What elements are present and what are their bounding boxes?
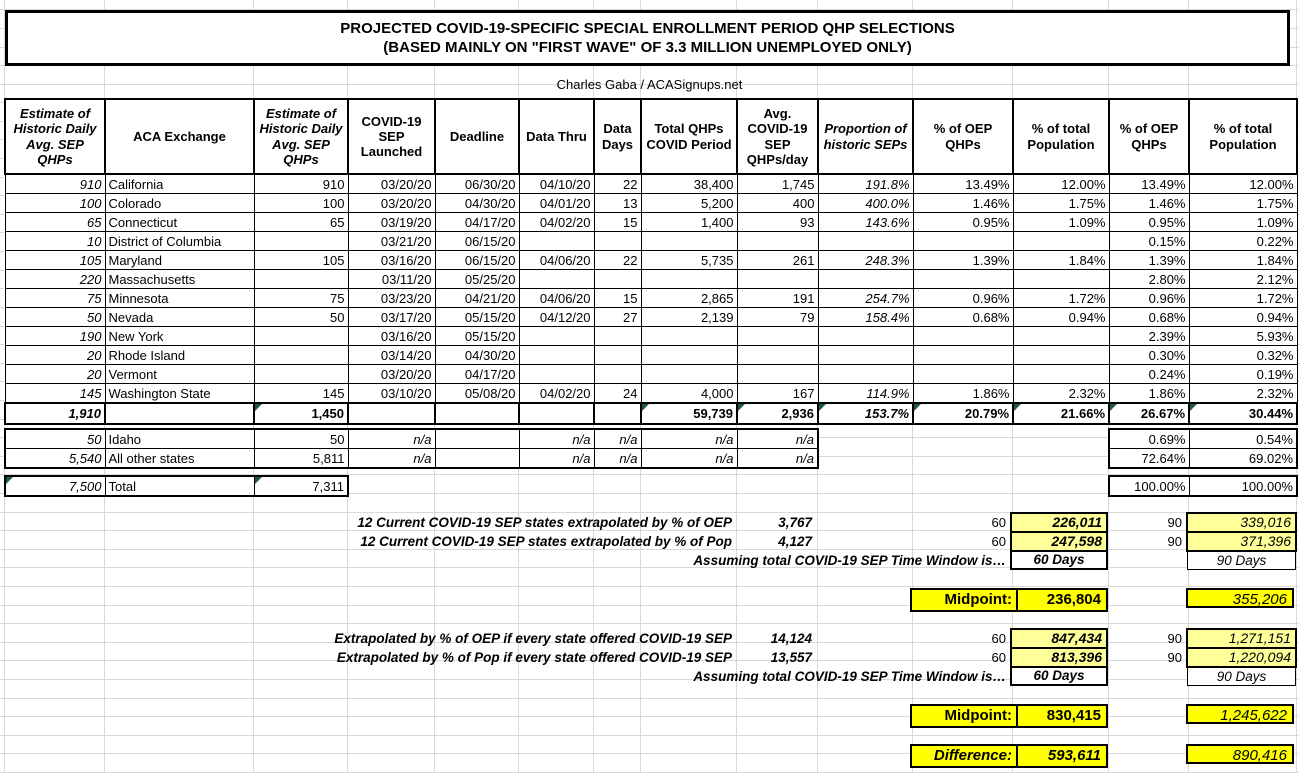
cell [594,270,641,289]
gridline [0,623,1299,624]
cell: 13.49% [913,174,1013,194]
col-header: Avg. COVID-19 SEP QHPs/day [737,99,818,174]
cell: 5,811 [254,449,348,469]
midpoint-value-90: 1,245,622 [1186,704,1294,724]
value-cell: 813,396 [1012,647,1106,666]
cell [641,346,737,365]
cell: 93 [737,213,818,232]
cell: 0.95% [1109,213,1189,232]
summary-label: Extrapolated by % of OEP if every state offered COVID-19 SEP [334,631,732,646]
midpoint-value-60: 830,415 [1046,707,1101,724]
cell: 03/14/20 [348,346,435,365]
cell: 04/10/20 [519,174,594,194]
cell [818,346,913,365]
cell [737,346,818,365]
cell: 7,500 [5,476,105,496]
cell: 03/17/20 [348,308,435,327]
cell: 910 [5,174,105,194]
cell: n/a [737,429,818,449]
cell: 2.39% [1109,327,1189,346]
cell [1013,270,1109,289]
cell: 2.12% [1189,270,1297,289]
state-rows [5,174,1297,403]
cell: 1.75% [1189,194,1297,213]
cell: New York [105,327,254,346]
cell: 79 [737,308,818,327]
cell: 50 [5,429,105,449]
cell [1013,327,1109,346]
midpoint-value-60: 236,804 [1046,591,1101,608]
cell: n/a [348,429,435,449]
cell: 220 [5,270,105,289]
cell: n/a [519,429,594,449]
days-60: 60 [991,650,1006,665]
cell: 5,540 [5,449,105,469]
cell: 03/16/20 [348,251,435,270]
cell [1013,232,1109,251]
cell: Maryland [105,251,254,270]
cell: 0.32% [1189,346,1297,365]
cell [254,270,348,289]
cell: 04/02/20 [519,213,594,232]
cell: 5.93% [1189,327,1297,346]
gridline [0,735,1299,736]
cell: 1.09% [1189,213,1297,232]
difference-value-60: 593,611 [1047,747,1101,764]
cell [737,270,818,289]
cell: 05/15/20 [435,308,519,327]
cell: 2,139 [641,308,737,327]
cell: 0.54% [1189,429,1297,449]
cell: 04/17/20 [435,213,519,232]
cell: 145 [5,384,105,404]
cell: 145 [254,384,348,404]
cell: 400 [737,194,818,213]
col-header: Total QHPs COVID Period [641,99,737,174]
cell: n/a [594,429,641,449]
cell: 04/02/20 [519,384,594,404]
cell: 03/21/20 [348,232,435,251]
cell: 0.68% [913,308,1013,327]
cell: 1.46% [913,194,1013,213]
cell: Washington State [105,384,254,404]
col-header: Estimate of Historic Daily Avg. SEP QHPs [254,99,348,174]
extrapolation-90-box [1186,628,1297,668]
cell: 72.64% [1109,449,1189,469]
cell: n/a [594,449,641,469]
cell: 04/21/20 [435,289,519,308]
cell: 190 [5,327,105,346]
cell: 1.75% [1013,194,1109,213]
col-header: Estimate of Historic Daily Avg. SEP QHPs [5,99,105,174]
cell: 65 [5,213,105,232]
cell: 0.96% [1109,289,1189,308]
cell: 400.0% [818,194,913,213]
title-line-2: (BASED MAINLY ON "FIRST WAVE" OF 3.3 MILLION UNEMPLOYED ONLY) [383,39,912,56]
byline: Charles Gaba / ACASignups.net [556,77,743,92]
cell [594,327,641,346]
col-header: % of OEP QHPs [1109,99,1189,174]
cell [641,365,737,384]
extrapolation-60-box [1010,628,1108,686]
cell [737,365,818,384]
cell: 0.96% [913,289,1013,308]
value-cell: 1,271,151 [1188,630,1295,647]
cell: Connecticut [105,213,254,232]
cell: 1,400 [641,213,737,232]
cell: 1,450 [254,403,348,424]
summary-value: 13,557 [770,650,812,665]
cell: Colorado [105,194,254,213]
cell: 21.66% [1013,403,1109,424]
cell: 06/30/20 [435,174,519,194]
cell [913,270,1013,289]
cell: 75 [5,289,105,308]
days-90: 90 [1167,534,1182,549]
cell: 03/19/20 [348,213,435,232]
difference-value-90: 890,416 [1186,744,1294,764]
cell: 2,936 [737,403,818,424]
cell [913,365,1013,384]
title-line-1: PROJECTED COVID-19-SPECIFIC SPECIAL ENROLLMENT PERIOD QHP SELECTIONS [340,20,955,37]
cell [1013,346,1109,365]
cell: 2.32% [1189,384,1297,404]
col-header: ACA Exchange [105,99,254,174]
cell: 20 [5,365,105,384]
cell: 27 [594,308,641,327]
cell: 910 [254,174,348,194]
cell: 06/15/20 [435,251,519,270]
cell: 30.44% [1189,403,1297,424]
cell: Massachusetts [105,270,254,289]
cell: All other states [105,449,254,469]
value-cell: 339,016 [1188,514,1295,531]
cell [254,365,348,384]
cell: 114.9% [818,384,913,404]
cell: 03/20/20 [348,365,435,384]
summary-value: 3,767 [778,515,812,530]
cell: 0.22% [1189,232,1297,251]
days-60: 60 [991,631,1006,646]
cell: 03/16/20 [348,327,435,346]
cell: 03/20/20 [348,194,435,213]
cell: 254.7% [818,289,913,308]
cell: 04/01/20 [519,194,594,213]
cell: 5,735 [641,251,737,270]
cell: 05/15/20 [435,327,519,346]
value-cell: 847,434 [1012,630,1106,647]
gridline [0,586,1299,587]
cell: 0.94% [1013,308,1109,327]
cell [594,232,641,251]
cell: 04/30/20 [435,346,519,365]
summary-label: 12 Current COVID-19 SEP states extrapolated by % of OEP [357,515,732,530]
extra-states-pcts [1108,428,1298,469]
cell: 0.95% [913,213,1013,232]
cell: 191.8% [818,174,913,194]
cell: 1.84% [1013,251,1109,270]
cell: 04/30/20 [435,194,519,213]
cell [737,232,818,251]
cell: 04/06/20 [519,289,594,308]
cell [435,429,519,449]
grand-total-table [4,475,349,497]
col-header: Proportion of historic SEPs [818,99,913,174]
cell [818,270,913,289]
cell: 248.3% [818,251,913,270]
cell: 1.39% [1109,251,1189,270]
cell: 15 [594,213,641,232]
difference-label: Difference: [912,746,1018,766]
window-60-days: 60 Days [1012,666,1106,684]
cell: 191 [737,289,818,308]
gridline [0,698,1299,699]
cell [594,403,641,424]
days-60: 60 [991,534,1006,549]
cell: 5,200 [641,194,737,213]
cell: 105 [5,251,105,270]
cell: 22 [594,251,641,270]
cell: 100 [5,194,105,213]
midpoint-row [910,704,1108,728]
cell: 105 [254,251,348,270]
cell: 100 [254,194,348,213]
cell [519,346,594,365]
cell [818,365,913,384]
cell: 158.4% [818,308,913,327]
cell: 04/12/20 [519,308,594,327]
midpoint-label: Midpoint: [912,590,1018,610]
cell: 100.00% [1109,476,1189,496]
cell [913,327,1013,346]
extra-states-table [4,428,819,469]
cell: 75 [254,289,348,308]
cell: 65 [254,213,348,232]
summary-value: 14,124 [770,631,812,646]
cell [435,449,519,469]
cell: 69.02% [1189,449,1297,469]
cell: n/a [348,449,435,469]
cell [594,365,641,384]
cell: 24 [594,384,641,404]
col-header: % of total Population [1189,99,1297,174]
cell [254,346,348,365]
cell: 03/11/20 [348,270,435,289]
col-header: % of OEP QHPs [913,99,1013,174]
cell [254,327,348,346]
extrapolation-60-box [1010,512,1108,570]
cell: 13.49% [1109,174,1189,194]
days-90: 90 [1167,631,1182,646]
cell: District of Columbia [105,232,254,251]
cell: 1.09% [1013,213,1109,232]
cell [519,270,594,289]
cell: 0.69% [1109,429,1189,449]
cell: 04/17/20 [435,365,519,384]
cell: 03/23/20 [348,289,435,308]
cell [641,327,737,346]
cell: 0.94% [1189,308,1297,327]
days-60: 60 [991,515,1006,530]
summary-label: Extrapolated by % of Pop if every state offered COVID-19 SEP [336,650,732,665]
cell [737,327,818,346]
cell: 0.15% [1109,232,1189,251]
cell [913,232,1013,251]
col-header: COVID-19 SEP Launched [348,99,435,174]
cell: n/a [519,449,594,469]
cell: Total [105,476,254,496]
cell [105,403,254,424]
cell: 1.84% [1189,251,1297,270]
cell [435,403,519,424]
summary-label: 12 Current COVID-19 SEP states extrapolated by % of Pop [360,534,732,549]
midpoint-value-90: 355,206 [1186,588,1294,608]
title-box [5,10,1290,66]
cell: 03/10/20 [348,384,435,404]
cell [254,232,348,251]
cell: 167 [737,384,818,404]
value-cell: 1,220,094 [1188,647,1295,666]
cell: 06/15/20 [435,232,519,251]
cell: 20.79% [913,403,1013,424]
cell [641,270,737,289]
cell [818,327,913,346]
cell: n/a [737,449,818,469]
cell: 50 [254,308,348,327]
cell: n/a [641,429,737,449]
days-90: 90 [1167,515,1182,530]
cell: 50 [5,308,105,327]
cell: 20 [5,346,105,365]
cell: 153.7% [818,403,913,424]
cell: 0.19% [1189,365,1297,384]
cell [348,403,435,424]
cell: 2,865 [641,289,737,308]
cell: 2.32% [1013,384,1109,404]
value-cell: 371,396 [1188,531,1295,550]
window-60-days: 60 Days [1012,550,1106,568]
cell: 0.24% [1109,365,1189,384]
cell: n/a [641,449,737,469]
days-90: 90 [1167,650,1182,665]
cell: Rhode Island [105,346,254,365]
value-cell: 226,011 [1012,514,1106,531]
cell: 04/06/20 [519,251,594,270]
cell: Minnesota [105,289,254,308]
cell: 15 [594,289,641,308]
col-header: % of total Population [1013,99,1109,174]
value-cell: 247,598 [1012,531,1106,550]
cell: 12.00% [1013,174,1109,194]
difference-row [910,744,1108,768]
cell: 05/25/20 [435,270,519,289]
cell: Vermont [105,365,254,384]
window-label: Assuming total COVID-19 SEP Time Window is… [693,669,1006,684]
cell: 12.00% [1189,174,1297,194]
cell: Nevada [105,308,254,327]
cell: 13 [594,194,641,213]
cell: 100.00% [1189,476,1297,496]
cell [913,346,1013,365]
cell: California [105,174,254,194]
cell [519,232,594,251]
cell: 0.68% [1109,308,1189,327]
totals-row [5,403,1297,424]
cell: 1.86% [913,384,1013,404]
cell: 38,400 [641,174,737,194]
cell: 05/08/20 [435,384,519,404]
cell: 03/20/20 [348,174,435,194]
cell: 10 [5,232,105,251]
grand-total-pcts [1108,475,1298,497]
cell: 1,910 [5,403,105,424]
col-header: Data Thru [519,99,594,174]
cell: 1.46% [1109,194,1189,213]
cell: 1.86% [1109,384,1189,404]
cell [1013,365,1109,384]
cell [818,232,913,251]
extrapolation-90-box [1186,512,1297,552]
cell: 1.72% [1013,289,1109,308]
cell: 1.39% [913,251,1013,270]
cell [594,346,641,365]
window-label: Assuming total COVID-19 SEP Time Window is… [693,553,1006,568]
cell: 0.30% [1109,346,1189,365]
cell [519,403,594,424]
cell: 26.67% [1109,403,1189,424]
cell: 59,739 [641,403,737,424]
cell [519,365,594,384]
cell [519,327,594,346]
summary-value: 4,127 [778,534,812,549]
cell: 1.72% [1189,289,1297,308]
cell: 261 [737,251,818,270]
midpoint-row [910,588,1108,612]
cell: 2.80% [1109,270,1189,289]
cell [641,232,737,251]
cell: 1,745 [737,174,818,194]
col-header: Deadline [435,99,519,174]
window-90-days: 90 Days [1187,551,1296,570]
col-header: Data Days [594,99,641,174]
midpoint-label: Midpoint: [912,706,1018,726]
main-table [4,98,1298,425]
main-table-header [5,99,1297,174]
cell: 22 [594,174,641,194]
window-90-days: 90 Days [1187,667,1296,686]
cell: 50 [254,429,348,449]
cell: 7,311 [254,476,348,496]
cell: Idaho [105,429,254,449]
cell: 4,000 [641,384,737,404]
cell: 143.6% [818,213,913,232]
